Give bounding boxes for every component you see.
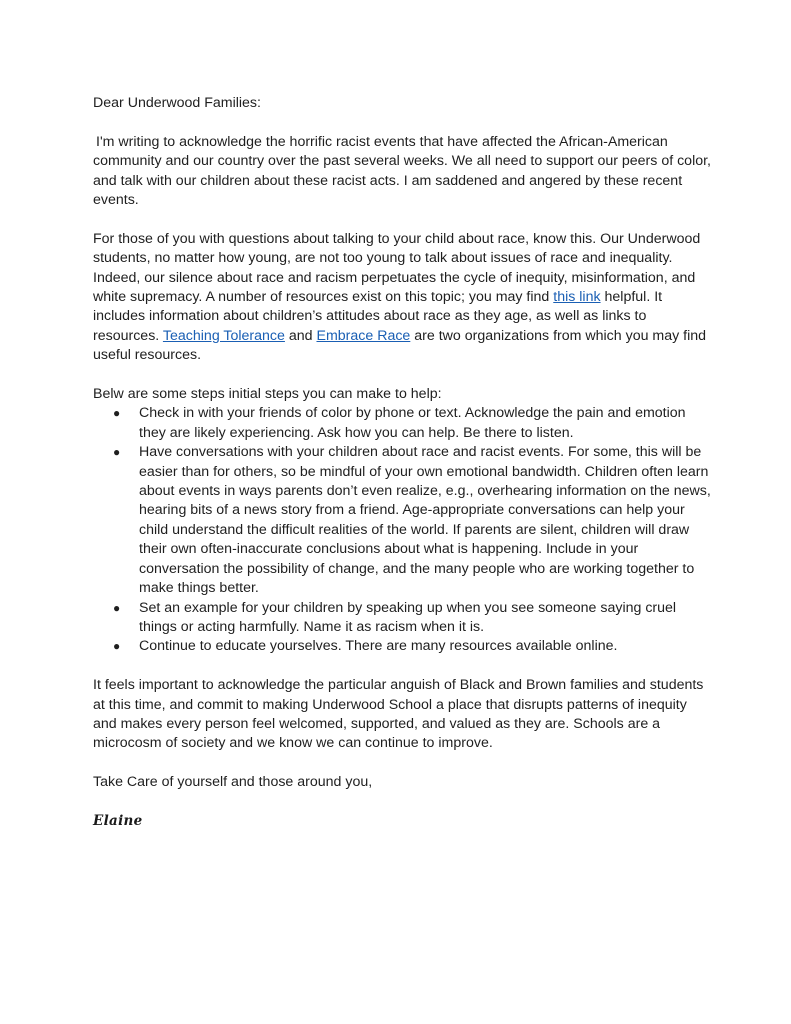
salutation: Dear Underwood Families:: [93, 95, 261, 111]
bullet-icon: ●: [113, 406, 121, 421]
steps-intro: Belw are some steps initial steps you can make to help:: [93, 386, 442, 403]
list-item: [93, 637, 713, 656]
closing-line: Take Care of yourself and those around you,: [93, 774, 373, 791]
list-item-text: Continue to educate yourselves. There are many resources available online.: [139, 638, 618, 655]
list-item-text: Check in with your friends of color by phone or text. Acknowledge the pain and emotion they are likely experiencing. Ask how you can help. Be there to listen.: [139, 405, 686, 441]
paragraph-intro: I'm writing to acknowledge the horrific racist events that have affected the African-American community and our country over the past several weeks. We all need to support our peers of color, and talk with our children about these racist acts. I am saddened and angered by these recent events.: [93, 133, 712, 209]
paragraph-resources-text-3: and: [284, 327, 317, 344]
teaching-tolerance-link[interactable]: Teaching Tolerance: [162, 327, 285, 344]
bullet-icon: ●: [113, 639, 121, 654]
list-item: [93, 443, 713, 598]
list-item: [93, 404, 713, 443]
paragraph-commitment: It feels important to acknowledge the particular anguish of Black and Brown families and students at this time, and commit to making Underwood School a place that disrupts patterns of inequity and makes every person feel welcomed, supported, and valued as they are. Schools are a microcosm of society and we know we can continue to improve.: [93, 677, 704, 752]
bullet-icon: ●: [113, 600, 121, 615]
paragraph-resources-text-1: For those of you with questions about talking to your child about race, know this. Our Underwood students, no matter how young, are not too young to talk about issues of race and inequality. Indeed, our silence about race and racism perpetuates the cycle of inequity, misinformation, and white supremacy. A number of resources exist on this topic; you may find: [93, 230, 701, 306]
paragraph-resources-text-2: helpful. It includes information about children’s attitudes about race as they age, as well as links to resources.: [93, 289, 663, 344]
signature: Elaine: [93, 812, 143, 829]
paragraph-resources: [93, 230, 713, 366]
steps-list: [93, 404, 713, 656]
letter-body: [93, 94, 713, 831]
embrace-race-link[interactable]: Embrace Race: [316, 327, 411, 344]
list-item: [93, 599, 713, 638]
this-link[interactable]: this link: [553, 289, 601, 306]
paragraph-resources-text-4: are two organizations from which you may find useful resources.: [93, 327, 707, 364]
list-item-text: Have conversations with your children about race and racist events. For some, this will be easier than for others, so be mindful of your own emotional bandwidth. Children often learn about events in ways parents don’t even realize, e.g., overhearing information on the news, hearing bits of a news story from a friend. Age-appropriate conversations can help your child understand the difficult realities of the world. If parents are silent, children will draw their own often-inaccurate conclusions about what is happening. Include in your conversation the possibility of change, and the many people who are working together to make things better.: [139, 444, 711, 597]
list-item-text: Set an example for your children by speaking up when you see someone saying cruel things or acting harmfully. Name it as racism when it is.: [139, 599, 677, 635]
bullet-icon: ●: [113, 445, 121, 460]
